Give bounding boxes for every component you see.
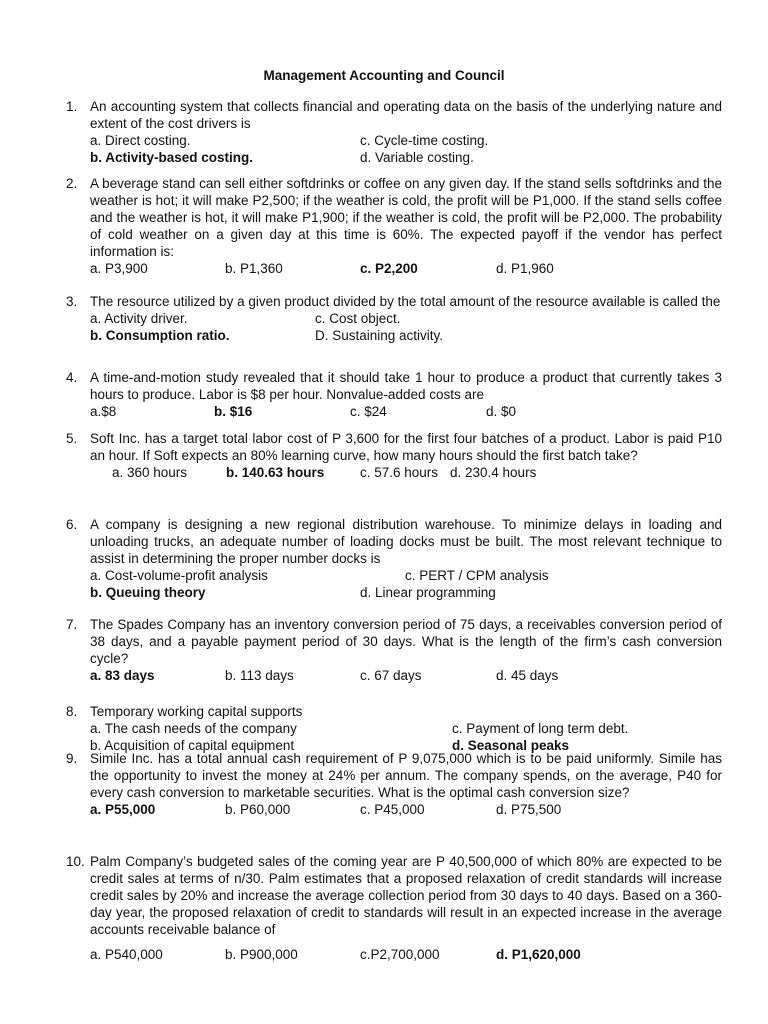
- option-c: c. Cycle-time costing.: [360, 133, 489, 148]
- option-d: d. Variable costing.: [360, 150, 474, 165]
- question-10: [66, 853, 722, 963]
- option-b: b. P900,000: [225, 947, 298, 962]
- option-c: c. 57.6 hours: [360, 465, 439, 480]
- option-d: d. P1,960: [496, 261, 554, 276]
- option-b: b. 113 days: [225, 668, 294, 683]
- option-d: d. Linear programming: [360, 585, 496, 600]
- option-d: d. 45 days: [496, 668, 559, 683]
- option-d: D. Sustaining activity.: [315, 328, 444, 343]
- question-1: [66, 98, 722, 166]
- option-a: a. Direct costing.: [90, 133, 191, 148]
- question-number: 8.: [66, 704, 78, 719]
- option-c: c. $24: [350, 404, 387, 419]
- option-a: a. Activity driver.: [90, 311, 188, 326]
- question-number: 4.: [66, 370, 78, 385]
- question-stem: Simile Inc. has a total annual cash requirement of P 9,075,000 which is to be paid uniformly. Simile has the opportunity to invest the money at 24% per annum. The company spends, on the average, P40 for every cash conversion to marketable securities. What is the optimal cash conversion size?: [90, 751, 722, 800]
- option-a: a. 360 hours: [112, 465, 188, 480]
- option-a: a. 83 days: [90, 668, 155, 683]
- answer-options: [90, 132, 722, 166]
- question-5: [66, 430, 722, 481]
- answer-options: [90, 667, 722, 684]
- question-stem: An accounting system that collects financial and operating data on the basis of the underlying nature and extent of the cost drivers is: [90, 99, 722, 131]
- option-d: d. 230.4 hours: [450, 465, 537, 480]
- question-9: [66, 750, 722, 818]
- answer-options: [90, 260, 722, 277]
- option-c: c. PERT / CPM analysis: [405, 568, 549, 583]
- option-a: a. P3,900: [90, 261, 148, 276]
- question-stem: The Spades Company has an inventory conversion period of 75 days, a receivables conversion period of 38 days, and a payable payment period of 30 days. What is the length of the firm’s cash conversion cycle?: [90, 617, 722, 666]
- question-4: [66, 369, 722, 420]
- answer-options: [90, 567, 722, 601]
- question-stem: Temporary working capital supports: [90, 704, 303, 719]
- option-c: c. Payment of long term debt.: [452, 721, 629, 736]
- answer-options: [90, 720, 722, 754]
- option-b: b. Queuing theory: [90, 585, 206, 600]
- question-stem: Palm Company’s budgeted sales of the coming year are P 40,500,000 of which 80% are expected to be credit sales at terms of n/30. Palm estimates that a proposed relaxation of credit standards will increase credit sales by 20% and increase the average collection period from 30 days to 40 days. Based on a 360-day year, the proposed relaxation of credit to standards will result in an expected increase in the average accounts receivable balance of: [90, 854, 722, 937]
- option-b: b. Consumption ratio.: [90, 328, 230, 343]
- option-c: c. 67 days: [360, 668, 422, 683]
- option-b: b. $16: [214, 404, 253, 419]
- question-number: 9.: [66, 751, 78, 766]
- option-a: a. P540,000: [90, 947, 163, 962]
- question-2: [66, 175, 722, 277]
- option-c: c.P2,700,000: [360, 947, 440, 962]
- option-b: b. Acquisition of capital equipment: [90, 738, 295, 753]
- answer-options: [90, 946, 722, 963]
- option-a: a.$8: [90, 404, 117, 419]
- question-number: 7.: [66, 617, 78, 632]
- option-b: b. 140.63 hours: [226, 465, 325, 480]
- question-stem: The resource utilized by a given product divided by the total amount of the resource available is called the: [90, 294, 721, 309]
- question-3: [66, 293, 722, 344]
- option-b: b. Activity-based costing.: [90, 150, 254, 165]
- question-number: 5.: [66, 431, 78, 446]
- answer-options: [90, 403, 722, 420]
- question-stem: Soft Inc. has a target total labor cost of P 3,600 for the first four batches of a product. Labor is paid P10 an hour. If Soft expects an 80% learning curve, how many hours should the first batch take?: [90, 431, 722, 463]
- answer-options: [90, 801, 722, 818]
- option-a: a. Cost-volume-profit analysis: [90, 568, 268, 583]
- question-7: [66, 616, 722, 684]
- option-c: c. P45,000: [360, 802, 425, 817]
- question-6: [66, 516, 722, 601]
- question-stem: A beverage stand can sell either softdrinks or coffee on any given day. If the stand sells softdrinks and the weather is hot; it will make P2,500; if the weather is cold, the profit will be P1,000. If the stand sells coffee and the weather is hot, it will make P1,900; if the weather is cold, the profit will be P2,000. The probability of cold weather on a given day at this time is 60%. The expected payoff if the vendor has perfect information is:: [90, 176, 722, 259]
- question-stem: A time-and-motion study revealed that it should take 1 hour to produce a product that currently takes 3 hours to produce. Labor is $8 per hour. Nonvalue-added costs are: [90, 370, 722, 402]
- answer-options: [90, 464, 722, 481]
- option-a: a. P55,000: [90, 802, 156, 817]
- option-d: d. P1,620,000: [496, 947, 581, 962]
- question-8: [66, 703, 722, 754]
- answer-options: [90, 310, 722, 344]
- option-d: d. Seasonal peaks: [452, 738, 570, 753]
- option-c: c. P2,200: [360, 261, 418, 276]
- question-number: 6.: [66, 517, 78, 532]
- option-c: c. Cost object.: [315, 311, 401, 326]
- option-d: d. P75,500: [496, 802, 562, 817]
- document-title: Management Accounting and Council: [263, 68, 505, 83]
- question-number: 1.: [66, 99, 78, 114]
- option-a: a. The cash needs of the company: [90, 721, 297, 736]
- question-number: 2.: [66, 176, 78, 191]
- option-b: b. P60,000: [225, 802, 291, 817]
- option-d: d. $0: [486, 404, 517, 419]
- question-number: 10.: [66, 854, 85, 869]
- option-b: b. P1,360: [225, 261, 283, 276]
- question-number: 3.: [66, 294, 78, 309]
- question-stem: A company is designing a new regional distribution warehouse. To minimize delays in loading and unloading trucks, an adequate number of loading docks must be built. The most relevant technique to assist in determining the proper number docks is: [90, 517, 722, 566]
